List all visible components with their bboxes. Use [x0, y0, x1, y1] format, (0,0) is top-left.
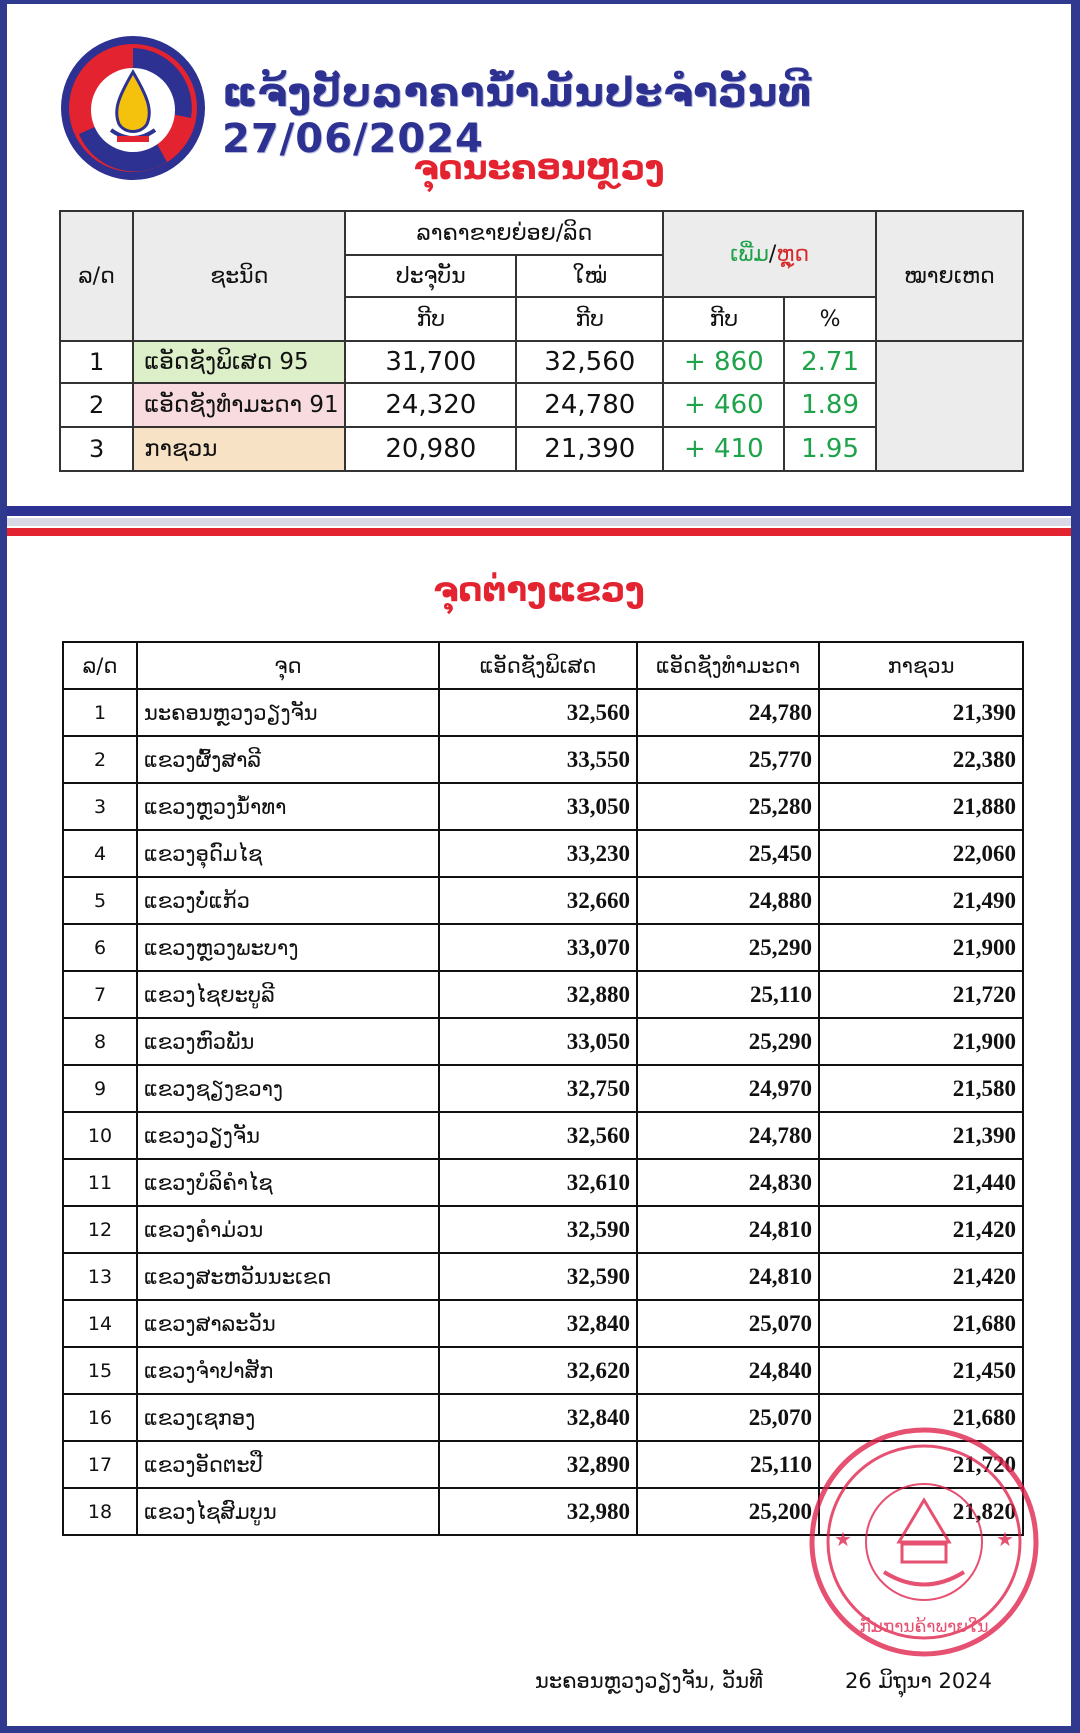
row-no: 2 [60, 383, 133, 427]
price-change-pct: 1.95 [784, 427, 876, 471]
province-name: ແຂວງຜົ້ງສາລີ [137, 736, 439, 783]
row-no: 6 [63, 924, 137, 971]
row-no: 18 [63, 1488, 137, 1535]
unit-kip-current: ກີບ [345, 297, 516, 341]
regular-price: 24,780 [637, 689, 819, 736]
capital-subtitle: ຈຸດນະຄອນຫຼວງ [413, 148, 665, 188]
regular-price: 25,280 [637, 783, 819, 830]
premium-price: 32,560 [439, 1112, 637, 1159]
row-no: 11 [63, 1159, 137, 1206]
col-regular-header: ແອັດຊັງທຳມະດາ [637, 642, 819, 689]
table-row [63, 1018, 1023, 1065]
regular-price: 25,450 [637, 830, 819, 877]
premium-price: 32,980 [439, 1488, 637, 1535]
table-row [63, 877, 1023, 924]
premium-price: 33,050 [439, 783, 637, 830]
unit-pct: % [784, 297, 876, 341]
unit-kip-new: ກີບ [516, 297, 663, 341]
divider-blue [7, 506, 1071, 516]
row-no: 17 [63, 1441, 137, 1488]
province-name: ແຂວງໄຊຍະບູລີ [137, 971, 439, 1018]
diesel-price: 21,680 [819, 1394, 1023, 1441]
seal-text: ກົມການຄ້າພາຍໃນ [859, 1617, 989, 1637]
table-row [63, 1065, 1023, 1112]
premium-price: 32,590 [439, 1253, 637, 1300]
col-retail-header: ລາຄາຂາຍຍ່ອຍ/ລິດ [345, 211, 663, 255]
province-name: ແຂວງໄຊສົມບູນ [137, 1488, 439, 1535]
province-name: ແຂວງເຊກອງ [137, 1394, 439, 1441]
table-row [63, 1253, 1023, 1300]
col-diesel-header: ກາຊວນ [819, 642, 1023, 689]
table-row [63, 1347, 1023, 1394]
price-announcement-page [7, 4, 1071, 1726]
premium-price: 32,890 [439, 1441, 637, 1488]
regular-price: 24,830 [637, 1159, 819, 1206]
col-premium-header: ແອັດຊັງພິເສດ [439, 642, 637, 689]
regular-price: 25,070 [637, 1300, 819, 1347]
regular-price: 24,810 [637, 1253, 819, 1300]
premium-price: 32,560 [439, 689, 637, 736]
change-up-label: ເພີ່ມ [730, 241, 769, 267]
diesel-price: 21,880 [819, 783, 1023, 830]
row-no: 1 [63, 689, 137, 736]
table-row [63, 1206, 1023, 1253]
province-price-table [62, 641, 1024, 1536]
row-no: 9 [63, 1065, 137, 1112]
fuel-type: ແອັດຊັງທຳມະດາ 91 [133, 383, 345, 427]
table-row [60, 341, 1023, 383]
diesel-price: 21,420 [819, 1206, 1023, 1253]
col-place-header: ຈຸດ [137, 642, 439, 689]
diesel-price: 21,440 [819, 1159, 1023, 1206]
official-seal [804, 1422, 1044, 1662]
province-name: ແຂວງຈຳປາສັກ [137, 1347, 439, 1394]
divider-grey [7, 518, 1071, 526]
row-no: 8 [63, 1018, 137, 1065]
province-name: ແຂວງບໍລິຄຳໄຊ [137, 1159, 439, 1206]
current-price: 24,320 [345, 383, 516, 427]
table-row [63, 971, 1023, 1018]
table-row [63, 736, 1023, 783]
svg-text:★: ★ [834, 1527, 852, 1551]
col-change-header [663, 211, 875, 297]
diesel-price: 22,060 [819, 830, 1023, 877]
current-price: 31,700 [345, 341, 516, 383]
provinces-subtitle: ຈຸດຕ່າງແຂວງ [433, 570, 645, 610]
note-cell [876, 341, 1023, 471]
row-no: 10 [63, 1112, 137, 1159]
premium-price: 32,750 [439, 1065, 637, 1112]
province-name: ແຂວງຫົວພັນ [137, 1018, 439, 1065]
diesel-price: 21,900 [819, 1018, 1023, 1065]
diesel-price: 21,490 [819, 877, 1023, 924]
province-name: ແຂວງສະຫວັນນະເຂດ [137, 1253, 439, 1300]
premium-price: 32,840 [439, 1394, 637, 1441]
row-no: 3 [63, 783, 137, 830]
premium-price: 33,070 [439, 924, 637, 971]
new-price: 32,560 [516, 341, 663, 383]
diesel-price: 21,580 [819, 1065, 1023, 1112]
row-no: 13 [63, 1253, 137, 1300]
regular-price: 24,840 [637, 1347, 819, 1394]
province-table-body [63, 689, 1023, 1535]
price-change: + 410 [663, 427, 784, 471]
new-price: 21,390 [516, 427, 663, 471]
premium-price: 32,620 [439, 1347, 637, 1394]
footer-date: 26 ມິຖຸນາ 2024 [845, 1669, 992, 1693]
regular-price: 24,880 [637, 877, 819, 924]
price-change: + 460 [663, 383, 784, 427]
province-name: ແຂວງຫຼວງນ້ຳທາ [137, 783, 439, 830]
table-row [63, 1159, 1023, 1206]
regular-price: 24,810 [637, 1206, 819, 1253]
row-no: 5 [63, 877, 137, 924]
premium-price: 32,840 [439, 1300, 637, 1347]
change-sep-label: / [768, 241, 777, 267]
svg-text:★: ★ [996, 1527, 1014, 1551]
premium-price: 33,550 [439, 736, 637, 783]
footer-place: ນະຄອນຫຼວງວຽງຈັນ, ວັນທີ [535, 1669, 763, 1693]
row-no: 4 [63, 830, 137, 877]
diesel-price: 21,820 [819, 1488, 1023, 1535]
premium-price: 33,050 [439, 1018, 637, 1065]
diesel-price: 21,390 [819, 689, 1023, 736]
regular-price: 25,770 [637, 736, 819, 783]
table-row [63, 830, 1023, 877]
regular-price: 25,290 [637, 924, 819, 971]
row-no: 15 [63, 1347, 137, 1394]
diesel-price: 21,720 [819, 1441, 1023, 1488]
diesel-price: 21,680 [819, 1300, 1023, 1347]
premium-price: 32,590 [439, 1206, 637, 1253]
diesel-price: 21,450 [819, 1347, 1023, 1394]
province-name: ແຂວງຊຽງຂວາງ [137, 1065, 439, 1112]
divider-red [7, 528, 1071, 536]
regular-price: 25,110 [637, 971, 819, 1018]
page-title: ແຈ້ງປັບລາຄານ້ຳມັນປະຈຳວັນທີ 27/06/2024 [222, 70, 812, 162]
table-row [63, 783, 1023, 830]
new-price: 24,780 [516, 383, 663, 427]
province-name: ແຂວງບໍ່ແກ້ວ [137, 877, 439, 924]
regular-price: 25,200 [637, 1488, 819, 1535]
price-change: + 860 [663, 341, 784, 383]
table-row [63, 1112, 1023, 1159]
table-row [63, 1300, 1023, 1347]
regular-price: 25,070 [637, 1394, 819, 1441]
col-no-header: ລ/ດ [63, 642, 137, 689]
diesel-price: 22,380 [819, 736, 1023, 783]
regular-price: 25,290 [637, 1018, 819, 1065]
regular-price: 24,970 [637, 1065, 819, 1112]
fuel-type: ແອັດຊັງພິເສດ 95 [133, 341, 345, 383]
col-new-header: ໃໝ່ [516, 255, 663, 297]
col-current-header: ປະຈຸບັນ [345, 255, 516, 297]
row-no: 16 [63, 1394, 137, 1441]
province-name: ແຂວງສາລະວັນ [137, 1300, 439, 1347]
current-price: 20,980 [345, 427, 516, 471]
table-row [63, 924, 1023, 971]
premium-price: 32,610 [439, 1159, 637, 1206]
col-no-header: ລ/ດ [60, 211, 133, 341]
regular-price: 24,780 [637, 1112, 819, 1159]
row-no: 1 [60, 341, 133, 383]
premium-price: 32,660 [439, 877, 637, 924]
diesel-price: 21,900 [819, 924, 1023, 971]
province-name: ນະຄອນຫຼວງວຽງຈັນ [137, 689, 439, 736]
province-name: ແຂວງຫຼວງພະບາງ [137, 924, 439, 971]
regular-price: 25,110 [637, 1441, 819, 1488]
province-name: ແຂວງວຽງຈັນ [137, 1112, 439, 1159]
price-change-pct: 1.89 [784, 383, 876, 427]
premium-price: 32,880 [439, 971, 637, 1018]
diesel-price: 21,420 [819, 1253, 1023, 1300]
unit-kip-change: ກີບ [663, 297, 784, 341]
diesel-price: 21,720 [819, 971, 1023, 1018]
row-no: 7 [63, 971, 137, 1018]
col-type-header: ຊະນິດ [133, 211, 345, 341]
row-no: 14 [63, 1300, 137, 1347]
province-name: ແຂວງອັດຕະປື [137, 1441, 439, 1488]
province-name: ແຂວງອຸດົມໄຊ [137, 830, 439, 877]
row-no: 12 [63, 1206, 137, 1253]
row-no: 3 [60, 427, 133, 471]
fuel-type: ກາຊວນ [133, 427, 345, 471]
premium-price: 33,230 [439, 830, 637, 877]
capital-price-table [59, 210, 1024, 472]
province-name: ແຂວງຄຳມ່ວນ [137, 1206, 439, 1253]
row-no: 2 [63, 736, 137, 783]
change-down-label: ຫຼຸດ [776, 241, 810, 267]
table-row [63, 689, 1023, 736]
price-change-pct: 2.71 [784, 341, 876, 383]
diesel-price: 21,390 [819, 1112, 1023, 1159]
col-note-header: ໝາຍເຫດ [876, 211, 1023, 341]
